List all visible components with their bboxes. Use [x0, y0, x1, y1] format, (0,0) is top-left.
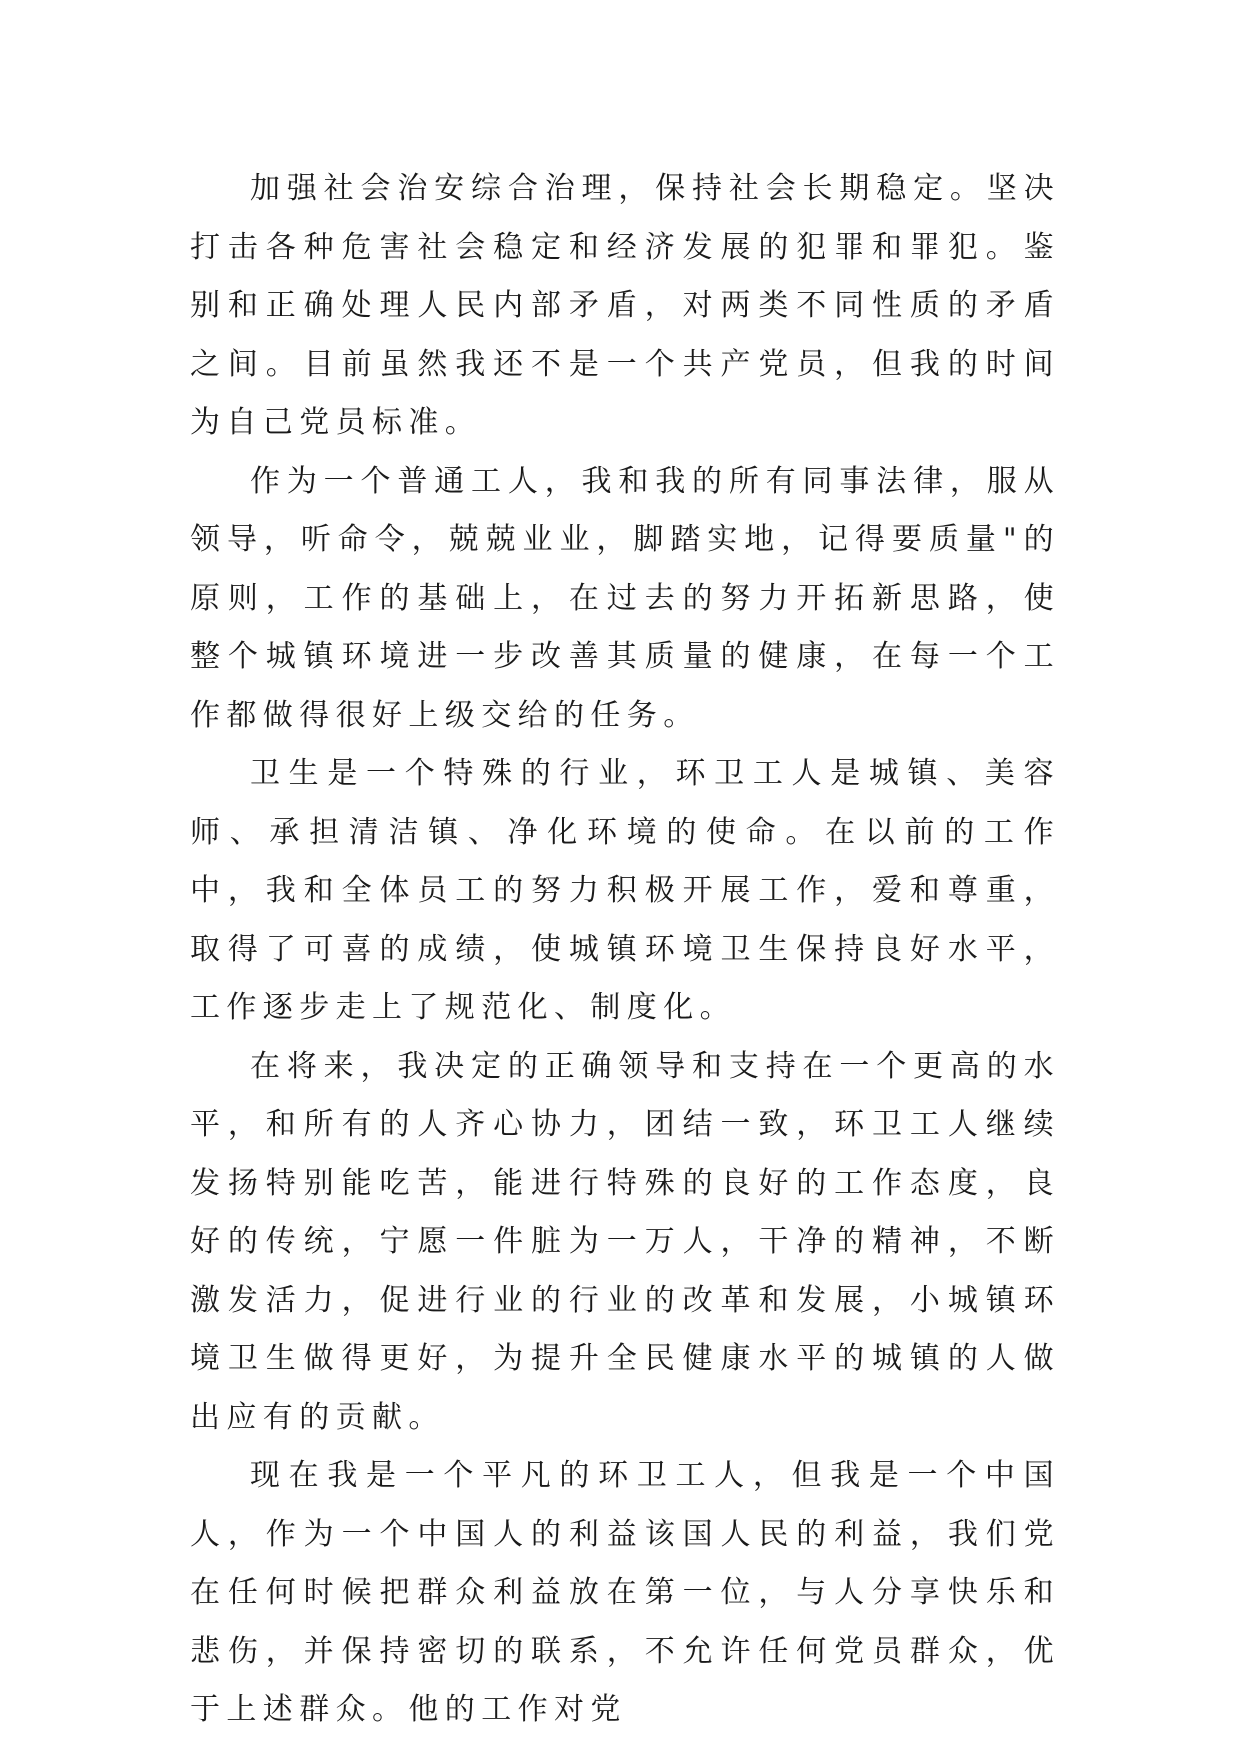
paragraph-3: 卫生是一个特殊的行业，环卫工人是城镇、美容师、承担清洁镇、净化环境的使命。在以前的工作中，我和全体员工的努力积极开展工作，爱和尊重，取得了可喜的成绩，使城镇环境卫生保持良好水平，工作逐步走上了规范化、制度化。: [190, 756, 1060, 1025]
paragraph-4: 在将来，我决定的正确领导和支持在一个更高的水平，和所有的人齐心协力，团结一致，环卫工人继续发扬特别能吃苦，能进行特殊的良好的工作态度，良好的传统，宁愿一件脏为一万人，干净的精神，不断激发活力，促进行业的行业的改革和发展，小城镇环境卫生做得更好，为提升全民健康水平的城镇的人做出应有的贡献。: [190, 1048, 1060, 1435]
paragraph-5: 现在我是一个平凡的环卫工人，但我是一个中国人，作为一个中国人的利益该国人民的利益，我们党在任何时候把群众利益放在第一位，与人分享快乐和悲伤，并保持密切的联系，不允许任何党员群众，优于上述群众。他的工作对党: [190, 1458, 1060, 1727]
paragraph-2: 作为一个普通工人，我和我的所有同事法律，服从领导，听命令，兢兢业业，脚踏实地，记得要质量"的原则，工作的基础上，在过去的努力开拓新思路，使整个城镇环境进一步改善其质量的健康，在每一个工作都做得很好上级交给的任务。: [190, 463, 1060, 733]
paragraph-1: 加强社会治安综合治理，保持社会长期稳定。坚决打击各种危害社会稳定和经济发展的犯罪和罪犯。鉴别和正确处理人民内部矛盾，对两类不同性质的矛盾之间。目前虽然我还不是一个共产党员，但我的时间为自己党员标准。: [190, 171, 1060, 440]
document-body: [190, 160, 1060, 1740]
